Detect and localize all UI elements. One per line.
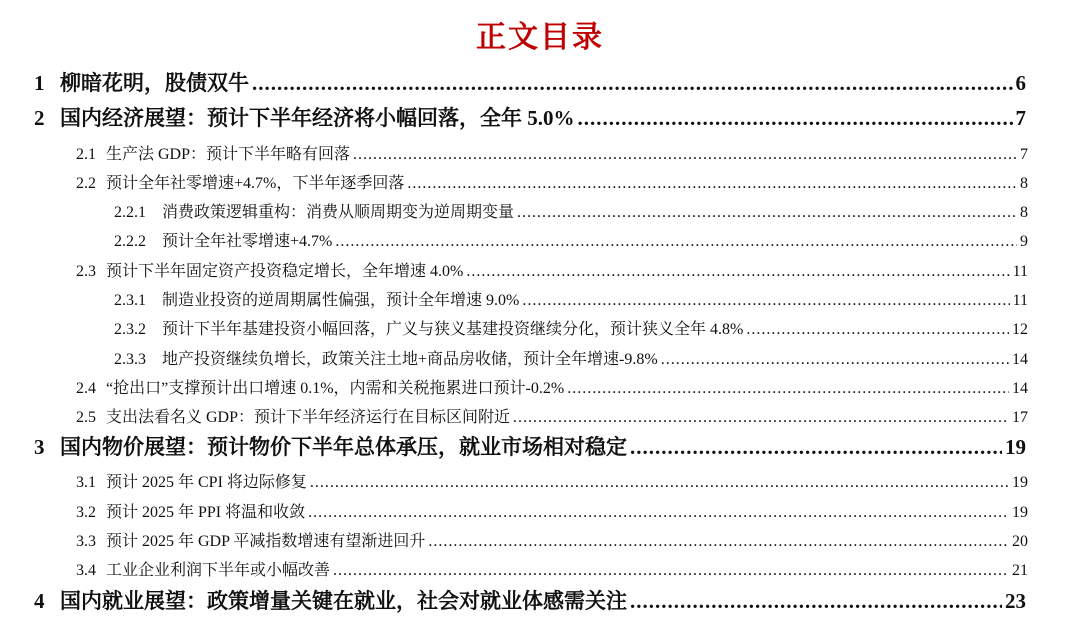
toc-entry-3[interactable] (34, 431, 1026, 461)
toc-entry-2-3[interactable] (76, 258, 1028, 281)
toc-page-number: 11 (1012, 263, 1028, 280)
toc-title: 消费政策逻辑重构：消费从顺周期变为逆周期变量 (162, 204, 515, 221)
toc-entry-2-2-2[interactable] (114, 228, 1028, 251)
toc-number: 2.4 (76, 380, 96, 397)
toc-number: 2.3 (76, 263, 96, 280)
toc-entry-2-1[interactable] (76, 141, 1028, 164)
toc-number: 3.2 (76, 504, 96, 521)
toc-page-number: 19 (1012, 474, 1028, 491)
toc-number: 2.2 (76, 175, 96, 192)
toc-title: 生产法 GDP：预计下半年略有回落 (106, 146, 351, 163)
toc-number: 1 (34, 71, 45, 95)
toc-title: 支出法看名义 GDP：预计下半年经济运行在目标区间附近 (106, 409, 511, 426)
toc-page-number: 8 (1020, 175, 1028, 192)
toc-number: 3.3 (76, 533, 96, 550)
dot-leader (335, 233, 1017, 251)
dot-leader (466, 263, 1009, 281)
toc-page-number: 7 (1020, 146, 1028, 163)
toc-entry-2-3-1[interactable] (114, 287, 1028, 310)
toc-page-number: 19 (1005, 435, 1026, 459)
toc-title: 预计全年社零增速+4.7%，下半年逐季回落 (106, 175, 405, 192)
toc-page-number: 23 (1005, 589, 1026, 613)
toc-title: 预计 2025 年 CPI 将边际修复 (106, 474, 307, 491)
dot-leader (746, 321, 1009, 339)
toc-title: 国内经济展望：预计下半年经济将小幅回落，全年 5.0% (60, 106, 575, 130)
dot-leader (513, 409, 1009, 427)
toc-number: 2.2.1 (114, 204, 146, 221)
toc-title: 预计下半年固定资产投资稳定增长，全年增速 4.0% (106, 263, 464, 280)
toc-page-number: 7 (1015, 106, 1026, 130)
toc-title: 预计 2025 年 GDP 平减指数增速有望渐进回升 (106, 533, 426, 550)
toc-number: 3.1 (76, 474, 96, 491)
toc-entry-3-3[interactable] (76, 528, 1028, 551)
toc-title: 国内就业展望：政策增量关键在就业，社会对就业体感需关注 (60, 589, 627, 613)
toc-page-number: 9 (1020, 233, 1028, 250)
toc-number: 3 (34, 435, 45, 459)
toc-page-number: 6 (1015, 71, 1026, 95)
toc-title: 预计下半年基建投资小幅回落，广义与狭义基建投资继续分化，预计狭义全年 4.8% (162, 321, 744, 338)
toc-entry-2-3-3[interactable] (114, 346, 1028, 369)
toc-title: 地产投资继续负增长，政策关注土地+商品房收储，预计全年增速-9.8% (162, 351, 658, 368)
toc-number: 2.3.1 (114, 292, 146, 309)
toc-title: 预计 2025 年 PPI 将温和收敛 (106, 504, 306, 521)
toc-entry-2[interactable] (34, 102, 1026, 132)
toc-entry-2-2[interactable] (76, 170, 1028, 193)
dot-leader (353, 146, 1017, 164)
dot-leader (522, 292, 1009, 310)
dot-leader (630, 435, 1002, 460)
toc-number: 4 (34, 589, 45, 613)
toc-title: 预计全年社零增速+4.7% (162, 233, 333, 250)
toc-entry-2-4[interactable] (76, 375, 1028, 398)
toc-title: “抢出口”支撑预计出口增速 0.1%，内需和关税拖累进口预计-0.2% (106, 380, 565, 397)
dot-leader (578, 106, 1013, 131)
dot-leader (428, 533, 1009, 551)
toc-page-number: 11 (1012, 292, 1028, 309)
toc-page-number: 14 (1012, 351, 1028, 368)
toc-number: 3.4 (76, 562, 96, 579)
toc-entry-1[interactable] (34, 67, 1026, 97)
toc-entry-2-3-2[interactable] (114, 316, 1028, 339)
toc-title: 柳暗花明，股债双牛 (60, 71, 249, 95)
toc-entry-4[interactable] (34, 585, 1026, 615)
dot-leader (407, 175, 1017, 193)
dot-leader (661, 351, 1009, 369)
toc-page-number: 17 (1012, 409, 1028, 426)
toc-page-number: 19 (1012, 504, 1028, 521)
toc-title: 工业企业利润下半年或小幅改善 (106, 562, 331, 579)
toc-number: 2.3.3 (114, 351, 146, 368)
dot-leader (308, 504, 1009, 522)
toc-page-number: 21 (1012, 562, 1028, 579)
toc-page-number: 12 (1012, 321, 1028, 338)
toc-page-number: 8 (1020, 204, 1028, 221)
dot-leader (630, 589, 1002, 614)
toc-entry-2-5[interactable] (76, 404, 1028, 427)
toc-number: 2.2.2 (114, 233, 146, 250)
toc-number: 2.3.2 (114, 321, 146, 338)
toc-entry-3-1[interactable] (76, 469, 1028, 492)
toc-entry-2-2-1[interactable] (114, 199, 1028, 222)
dot-leader (310, 474, 1009, 492)
toc-title: 制造业投资的逆周期属性偏强，预计全年增速 9.0% (162, 292, 520, 309)
toc-entry-3-4[interactable] (76, 557, 1028, 580)
toc-entry-3-2[interactable] (76, 499, 1028, 522)
toc-number: 2.1 (76, 146, 96, 163)
toc-title: 国内物价展望：预计物价下半年总体承压，就业市场相对稳定 (60, 435, 627, 459)
dot-leader (517, 204, 1017, 222)
dot-leader (567, 380, 1009, 398)
toc-number: 2 (34, 106, 45, 130)
toc-number: 2.5 (76, 409, 96, 426)
dot-leader (333, 562, 1009, 580)
toc-page-number: 20 (1012, 533, 1028, 550)
toc-page-number: 14 (1012, 380, 1028, 397)
page-title: 正文目录 (476, 21, 604, 54)
dot-leader (252, 71, 1013, 96)
